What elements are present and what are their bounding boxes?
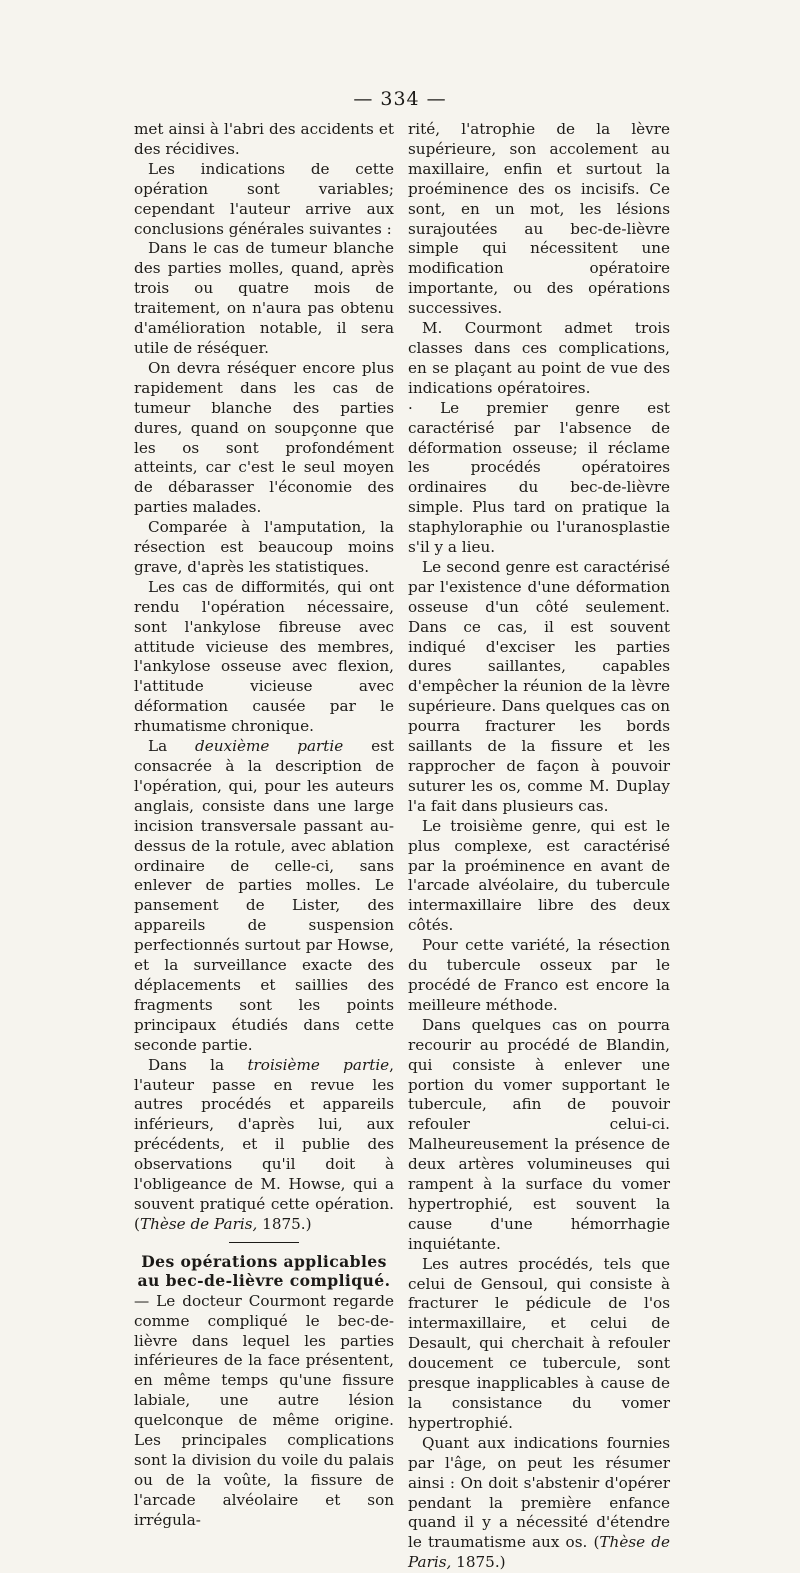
paragraph: M. Courmont admet trois classes dans ces complications, en se plaçant au point de vue des indications opératoires. bbox=[408, 319, 670, 397]
text: 1875.) bbox=[451, 1553, 506, 1572]
paragraph: Dans le cas de tumeur blanche des parties molles, quand, après trois ou quatre mois de traitement, on n'aura pas obtenu d'amélioration notable, il sera utile de réséquer. bbox=[134, 239, 394, 357]
citation: Thèse de Paris, bbox=[139, 1214, 258, 1233]
paragraph: Les cas de difformités, qui ont rendu l'opération nécessaire, sont l'ankylose fibreuse avec attitude vicieuse des membres, l'ankylose osseuse avec flexion, l'attitude vicieuse avec déformation causée par le rhumatisme chronique. bbox=[134, 577, 394, 736]
section-title bbox=[134, 1252, 394, 1291]
section-title-line: au bec-de-lièvre compliqué. bbox=[137, 1271, 391, 1291]
paragraph: — Le docteur Courmont regarde comme compliqué le bec-de-lièvre dans lequel les parties inférieures de la face présentent, en même temps qu'une fissure labiale, une autre lésion quelconque de même origine. Les principales complications sont la division du voile du palais ou de la voûte, la fissure de l'arcade alvéolaire et son irrégula- bbox=[134, 1291, 394, 1529]
paragraph: · Le premier genre est caractérisé par l'absence de déformation osseuse; il réclame les procédés opératoires ordinaires du bec-de-lièvre simple. Plus tard on pratique la staphyloraphie ou l'uranosplastie s'il y a lieu. bbox=[408, 398, 670, 557]
text: , l'auteur passe en revue les autres procédés et appareils inférieurs, d'après lui, aux précédents, et il publie des observations qu'il doit à l'obligeance de M. Howse, qui a souvent pratiqué cette opération. ( bbox=[134, 1055, 394, 1233]
paragraph: Comparée à l'amputation, la résection est beaucoup moins grave, d'après les statistiques. bbox=[134, 518, 394, 576]
paragraph: Le second genre est caractérisé par l'existence d'une déformation osseuse d'un côté seulement. Dans ce cas, il est souvent indiqué d'exciser les parties dures saillantes, capables d'empêcher la réunion de la lèvre supérieure. Dans quelques cas on pourra fracturer les bords saillants de la fissure et les rapprocher de façon à pouvoir suturer les os, comme M. Duplay l'a fait dans plusieurs cas. bbox=[408, 557, 670, 815]
left-column bbox=[134, 120, 394, 1531]
right-column bbox=[408, 120, 670, 1573]
section-title-line: Des opérations applicables bbox=[141, 1251, 387, 1271]
paragraph bbox=[134, 1056, 394, 1235]
paragraph: Les indications de cette opération sont variables; cependant l'auteur arrive aux conclusions générales suivantes : bbox=[134, 159, 394, 238]
italic-text: deuxième partie bbox=[195, 737, 344, 756]
paragraph: Les autres procédés, tels que celui de Gensoul, qui consiste à fracturer le pédicule de l'os intermaxillaire, et celui de Desault, qui cherchait à refouler doucement ce tubercule, sont presque inapplicables à cause de la consistance du vomer hypertrophié. bbox=[408, 1254, 670, 1432]
italic-text: troisième partie bbox=[247, 1055, 390, 1074]
paragraph bbox=[408, 1434, 670, 1573]
text: Quant aux indications fournies par l'âge, on peut les résumer ainsi : On doit s'abstenir d'opérer pendant la première enfance quand il y a nécessité d'étendre le traumatisme aux os. ( bbox=[408, 1433, 670, 1552]
paragraph: met ainsi à l'abri des accidents et des récidives. bbox=[134, 120, 394, 158]
page-number: — 334 — bbox=[353, 88, 447, 110]
citation: Thèse de Paris, bbox=[408, 1533, 670, 1572]
text: Dans la bbox=[148, 1055, 248, 1074]
paragraph: rité, l'atrophie de la lèvre supérieure, son accolement au maxillaire, enfin et surtout la proéminence des os incisifs. Ce sont, en un mot, les lésions surajoutées au bec-de-lièvre simple qui nécessitent une modification opératoire importante, ou des opérations successives. bbox=[408, 120, 670, 318]
text: est consacrée à la description de l'opération, qui, pour les auteurs anglais, consiste dans une large incision transversale passant au-dessus de la rotule, avec ablation ordinaire de celle-ci, sans enlever de parties molles. Le pansement de Lister, des appareils de suspension perfectionnés surtout par Howse, et la surveillance exacte des déplacements et saillies des fragments sont les points principaux étudiés dans cette seconde partie. bbox=[134, 737, 394, 1054]
paragraph bbox=[134, 737, 394, 1056]
paragraph: Pour cette variété, la résection du tubercule osseux par le procédé de Franco est encore la meilleure méthode. bbox=[408, 936, 670, 1014]
paragraph: On devra réséquer encore plus rapidement dans les cas de tumeur blanche des parties dures, quand on soupçonne que les os sont profondément atteints, car c'est le seul moyen de débarasser l'économie des parties malades. bbox=[134, 358, 394, 517]
text: 1875.) bbox=[257, 1214, 312, 1233]
paragraph: Le troisième genre, qui est le plus complexe, est caractérisé par la proéminence en avant de l'arcade alvéolaire, du tubercule intermaxillaire libre des deux côtés. bbox=[408, 816, 670, 935]
paragraph: Dans quelques cas on pourra recourir au procédé de Blandin, qui consiste à enlever une portion du vomer supportant le tubercule, afin de pouvoir refouler celui-ci. Malheureusement la présence de deux artères volumineuses qui rampent à la surface du vomer hypertrophié, est souvent la cause d'une hémorrhagie inquiétante. bbox=[408, 1015, 670, 1253]
text: La bbox=[148, 737, 196, 756]
section-divider bbox=[229, 1242, 299, 1243]
